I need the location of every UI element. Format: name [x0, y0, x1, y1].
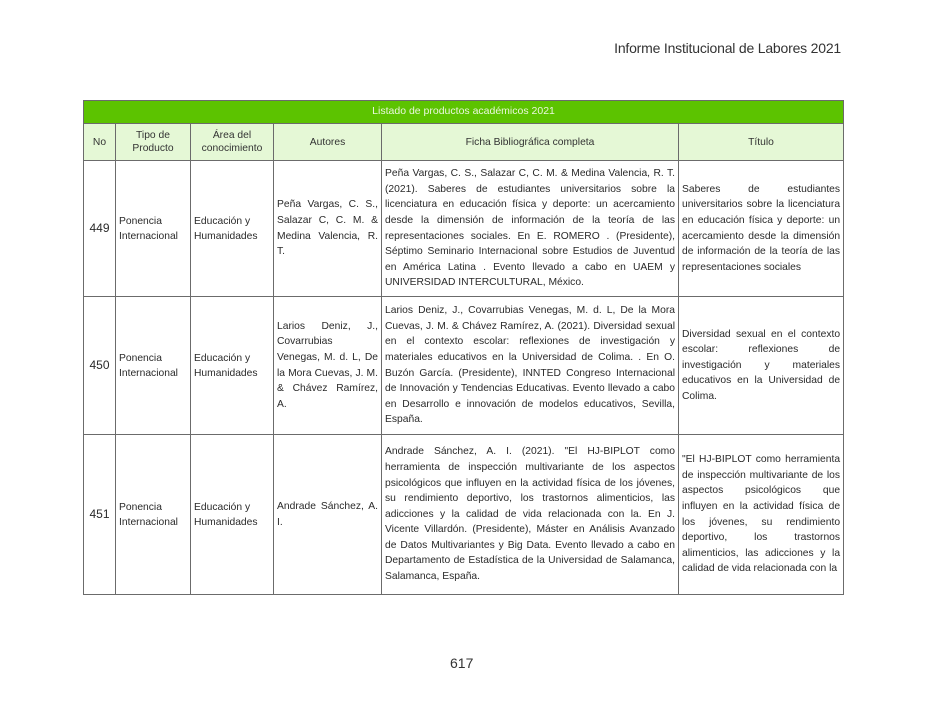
cell-tipo: Ponencia Internacional — [116, 161, 191, 297]
cell-area: Educación y Humanidades — [191, 161, 274, 297]
products-table — [83, 100, 844, 595]
cell-no: 449 — [84, 161, 116, 297]
cell-ficha: Andrade Sánchez, A. I. (2021). "El HJ-BIPLOT como herramienta de inspección multivariante de los aspectos psicológicos que influyen en la actividad física de los jóvenes, su rendimiento deportivo, los trastornos alimenticios, las adicciones y la calidad de vida relacionada con la. En J. Vicente Villardón. (Presidente), Máster en Análisis Avanzado de Datos Multivariantes y Big Data. Evento llevado a cabo en Departamento de Estadística de la Universidad de Salamanca, Salamanca, España. — [382, 435, 679, 595]
cell-tipo: Ponencia Internacional — [116, 435, 191, 595]
table-row — [84, 435, 844, 595]
header-tipo: Tipo de Producto — [116, 124, 191, 161]
header-ficha: Ficha Bibliográfica completa — [382, 124, 679, 161]
cell-area: Educación y Humanidades — [191, 297, 274, 435]
cell-titulo: Saberes de estudiantes universitarios sobre la licenciatura en educación física y deporte: un acercamiento desde la dimensión de información de la teoría de las representaciones sociales — [679, 161, 844, 297]
cell-no: 451 — [84, 435, 116, 595]
table-row — [84, 161, 844, 297]
cell-ficha: Larios Deniz, J., Covarrubias Venegas, M. d. L, De la Mora Cuevas, J. M. & Chávez Ramírez, A. (2021). Diversidad sexual en el contexto escolar: reflexiones de investigación y materiales educativos en la Universidad de Colima. . En O. Buzón García. (Presidente), INNTED Congreso Internacional de Innovación y Tendencias Educativas. Evento llevado a cabo en Desarrollo e innovación de modelos educativos, Sevilla, España. — [382, 297, 679, 435]
cell-autores: Larios Deniz, J., Covarrubias Venegas, M. d. L, De la Mora Cuevas, J. M. & Chávez Ramírez, A. — [274, 297, 382, 435]
cell-autores: Andrade Sánchez, A. I. — [274, 435, 382, 595]
table-row — [84, 297, 844, 435]
header-titulo: Título — [679, 124, 844, 161]
table-header-row — [84, 124, 844, 161]
cell-ficha: Peña Vargas, C. S., Salazar C, C. M. & Medina Valencia, R. T. (2021). Saberes de estudiantes universitarios sobre la licenciatura en educación física y deporte: un acercamiento desde la dimensión de información de la teoría de las representaciones sociales. En E. ROMERO . (Presidente), Séptimo Seminario Internacional sobre Estudios de Juventud en América Latina . Evento llevado a cabo en UAEM y UNIVERSIDAD INTERCULTURAL, México. — [382, 161, 679, 297]
cell-titulo: Diversidad sexual en el contexto escolar: reflexiones de investigación y materiales educativos en la Universidad de Colima. — [679, 297, 844, 435]
table-title-row — [84, 101, 844, 124]
cell-autores: Peña Vargas, C. S., Salazar C, C. M. & Medina Valencia, R. T. — [274, 161, 382, 297]
cell-no: 450 — [84, 297, 116, 435]
page-number: 617 — [450, 655, 474, 671]
header-area: Área del conocimiento — [191, 124, 274, 161]
cell-tipo: Ponencia Internacional — [116, 297, 191, 435]
cell-titulo: "El HJ-BIPLOT como herramienta de inspección multivariante de los aspectos psicológicos que influyen en la actividad física de los jóvenes, su rendimiento deportivo, los trastornos alimenticios, las adicciones y la calidad de vida relacionada con la — [679, 435, 844, 595]
header-no: No — [84, 124, 116, 161]
cell-area: Educación y Humanidades — [191, 435, 274, 595]
table-title: Listado de productos académicos 2021 — [84, 101, 844, 124]
running-header: Informe Institucional de Labores 2021 — [614, 40, 841, 56]
header-autores: Autores — [274, 124, 382, 161]
